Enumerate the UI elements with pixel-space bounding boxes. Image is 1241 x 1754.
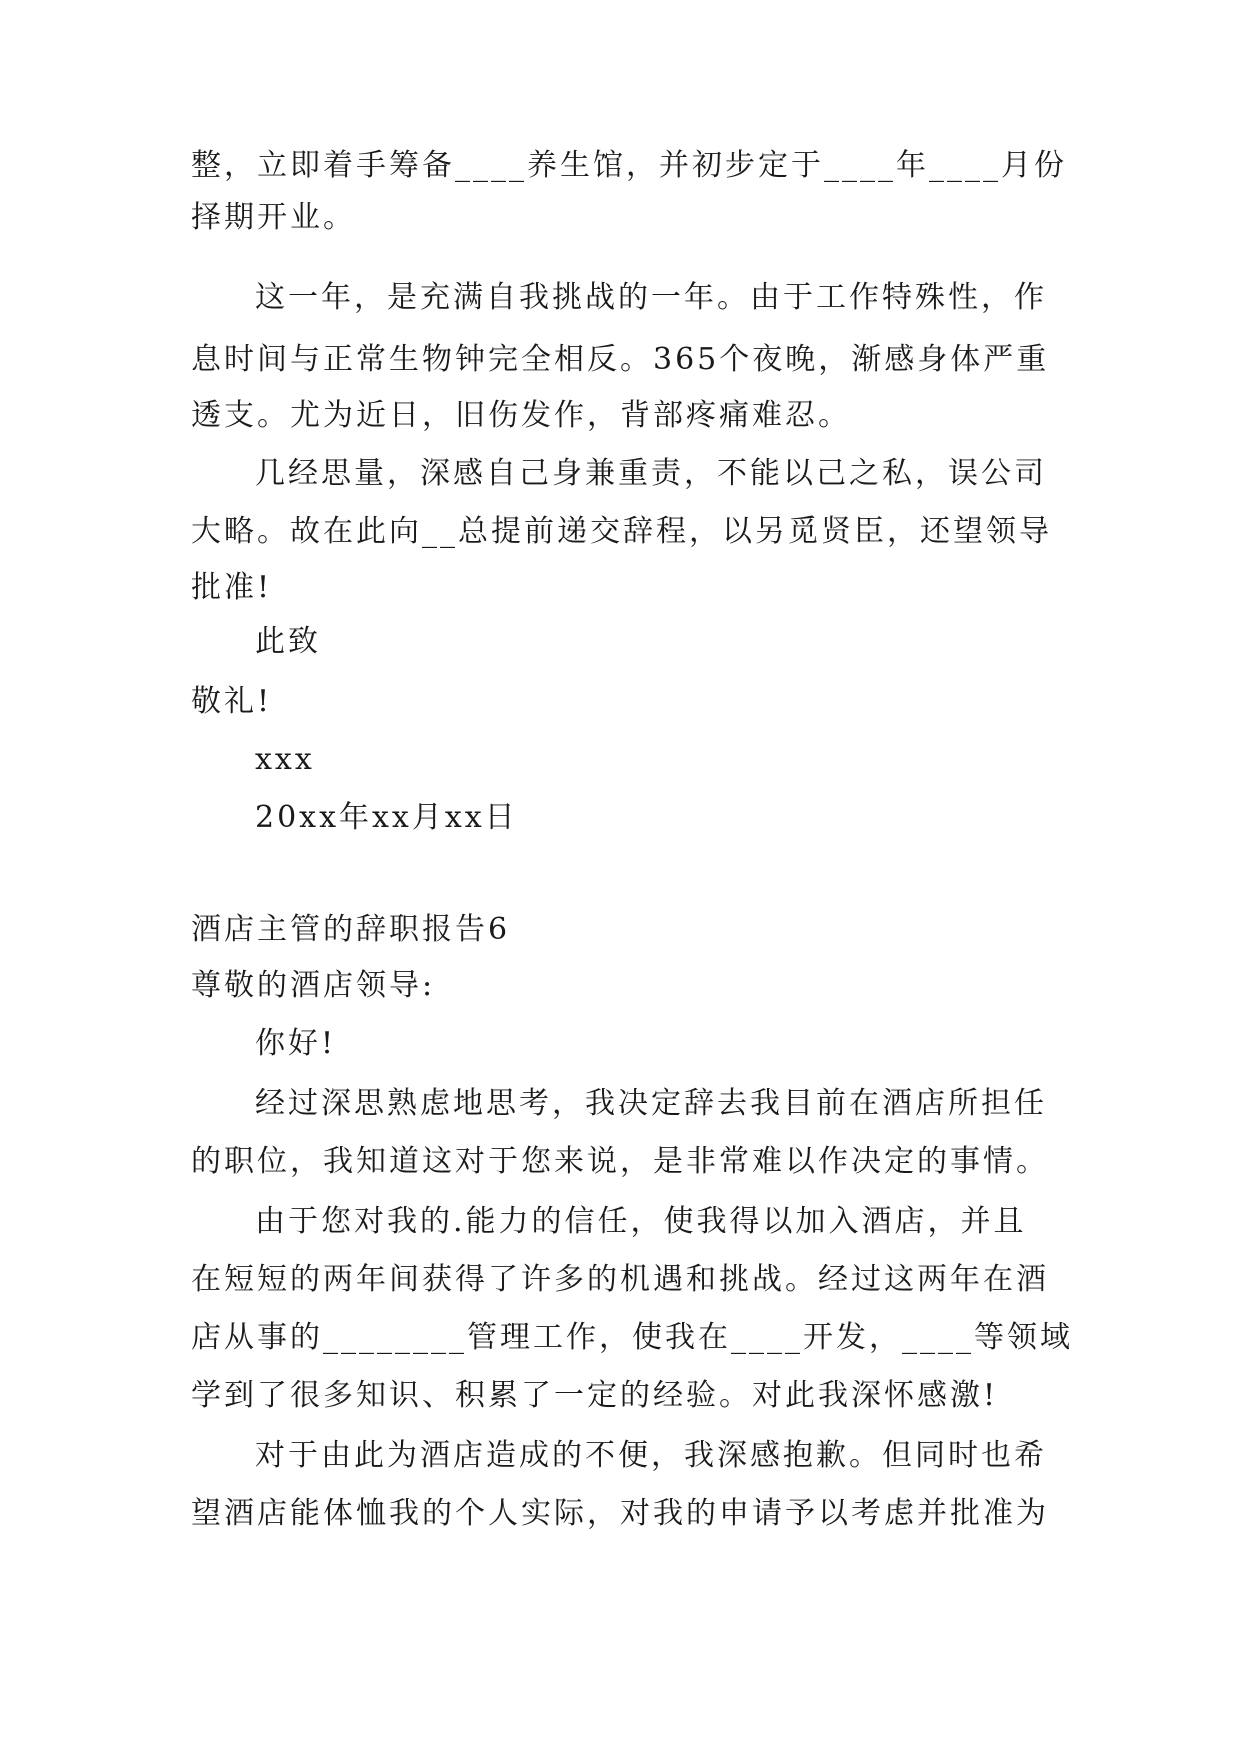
paragraph-line: 在短短的两年间获得了许多的机遇和挑战。经过这两年在酒 [191, 1262, 1049, 1297]
closing-line: 敬礼! [191, 684, 273, 719]
signature-date: 20xx年xx月xx日 [255, 800, 518, 835]
paragraph-line: 整，立即着手筹备____养生馆，并初步定于____年____月份 [191, 148, 1067, 183]
paragraph-line: 店从事的________管理工作，使我在____开发，____等领域 [191, 1320, 1073, 1355]
section-title: 酒店主管的辞职报告6 [191, 912, 511, 947]
paragraph-line: 学到了很多知识、积累了一定的经验。对此我深怀感激! [191, 1378, 999, 1413]
paragraph-line: 望酒店能体恤我的个人实际，对我的申请予以考虑并批准为 [191, 1496, 1049, 1531]
paragraph-line: 批准! [191, 570, 273, 605]
paragraph-line: 几经思量，深感自己身兼重责，不能以己之私，误公司 [255, 456, 1047, 491]
paragraph-line: 对于由此为酒店造成的不便，我深感抱歉。但同时也希 [255, 1438, 1047, 1473]
closing-line: 此致 [255, 624, 321, 659]
paragraph-line: 大略。故在此向__总提前递交辞程，以另觅贤臣，还望领导 [191, 514, 1052, 549]
paragraph-line: 这一年，是充满自我挑战的一年。由于工作特殊性，作 [255, 280, 1047, 315]
paragraph-line: 经过深思熟虑地思考，我决定辞去我目前在酒店所担任 [255, 1086, 1047, 1121]
greeting: 你好! [255, 1026, 337, 1061]
paragraph-line: 择期开业。 [191, 200, 356, 235]
paragraph-line: 的职位，我知道这对于您来说，是非常难以作决定的事情。 [191, 1144, 1049, 1179]
signature-name: xxx [255, 742, 315, 777]
paragraph-line: 透支。尤为近日，旧伤发作，背部疼痛难忍。 [191, 398, 851, 433]
paragraph-line: 息时间与正常生物钟完全相反。365个夜晚，渐感身体严重 [191, 342, 1050, 377]
paragraph-line: 由于您对我的.能力的信任，使我得以加入酒店，并且 [255, 1204, 1027, 1239]
salutation: 尊敬的酒店领导: [191, 968, 436, 1003]
